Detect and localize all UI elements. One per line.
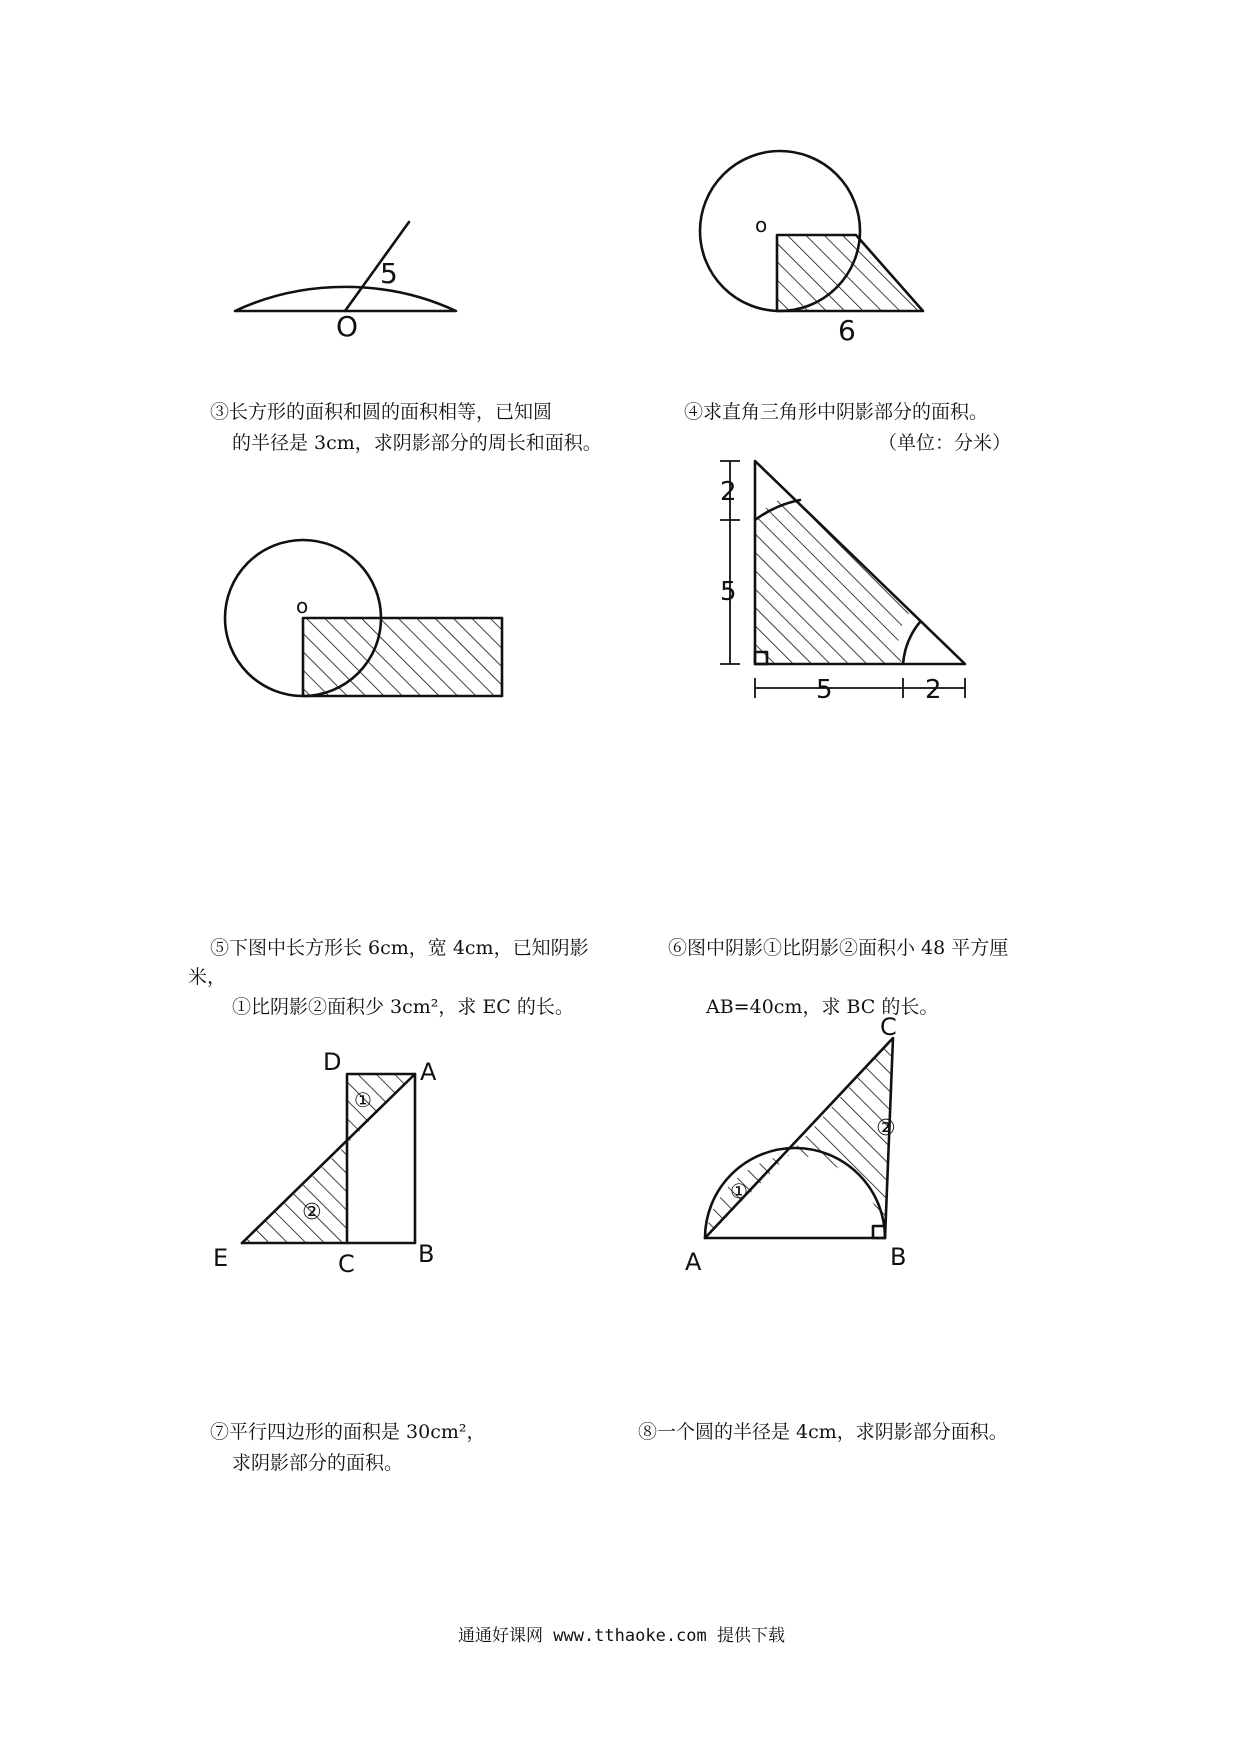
figure-right-triangle <box>720 461 965 705</box>
problem-4-line-1: ④求直角三角形中阴影部分的面积。 <box>684 401 989 423</box>
semicircle-outline <box>235 287 456 311</box>
fig4-bottom-right-label: 2 <box>925 675 942 705</box>
problem-7-line-2: 求阴影部分的面积。 <box>232 1452 404 1474</box>
fig5-label-E: E <box>213 1244 229 1272</box>
figure-circle-rectangle <box>225 540 502 696</box>
problem-6-line-2: AB=40cm，求 BC 的长。 <box>706 996 939 1018</box>
fig6-label-B: B <box>890 1243 907 1271</box>
shaded-triangle-region <box>755 496 910 664</box>
problem-3-line-2: 的半径是 3cm，求阴影部分的周长和面积。 <box>232 432 602 454</box>
fig5-label-A: A <box>420 1058 437 1086</box>
fig1-center-label: O <box>336 310 359 343</box>
figure-rectangle-triangle <box>213 1048 437 1278</box>
fig6-label-A: A <box>685 1248 702 1276</box>
figure-semicircle <box>235 222 456 343</box>
fig5-label-D: D <box>323 1048 342 1076</box>
fig5-region-2-label: ② <box>302 1200 322 1225</box>
problem-7-line-1: ⑦平行四边形的面积是 30cm²， <box>210 1421 486 1443</box>
fig1-radius-label: 5 <box>380 257 398 290</box>
fig5-label-B: B <box>418 1240 435 1268</box>
problem-5-line-3: ①比阴影②面积少 3cm²，求 EC 的长。 <box>232 996 574 1018</box>
fig4-left-label: 5 <box>720 577 737 607</box>
fig3-center-label: o <box>296 594 309 618</box>
fig5-region-1-label: ① <box>354 1088 372 1112</box>
corner-arc <box>903 622 920 664</box>
fig6-region-2-label: ② <box>876 1116 896 1141</box>
radius-line <box>345 222 409 311</box>
problem-5-line-1: ⑤下图中长方形长 6cm，宽 4cm，已知阴影 <box>210 937 589 959</box>
problem-5-line-2: 米， <box>188 966 227 988</box>
fig5-label-C: C <box>338 1250 355 1278</box>
fig4-top-label: 2 <box>720 477 737 507</box>
problem-4-line-2: （单位：分米） <box>878 432 1012 454</box>
figure-circle-trapezoid <box>700 151 923 347</box>
fig2-center-label: o <box>755 213 768 237</box>
fig6-region-1-label: ① <box>730 1179 748 1203</box>
fig6-label-C: C <box>880 1013 897 1041</box>
problem-3-line-1: ③长方形的面积和圆的面积相等，已知圆 <box>210 401 553 423</box>
figure-triangle-semicircle <box>685 1013 906 1276</box>
problem-8-line-1: ⑧一个圆的半径是 4cm，求阴影部分面积。 <box>638 1421 1008 1443</box>
page-footer: 通通好课网 www.tthaoke.com 提供下载 <box>458 1626 785 1646</box>
problem-6-line-1: ⑥图中阴影①比阴影②面积小 48 平方厘 <box>668 937 1009 959</box>
shaded-rectangle <box>303 618 502 696</box>
fig2-base-label: 6 <box>838 314 856 347</box>
fig4-bottom-left-label: 5 <box>816 675 833 705</box>
